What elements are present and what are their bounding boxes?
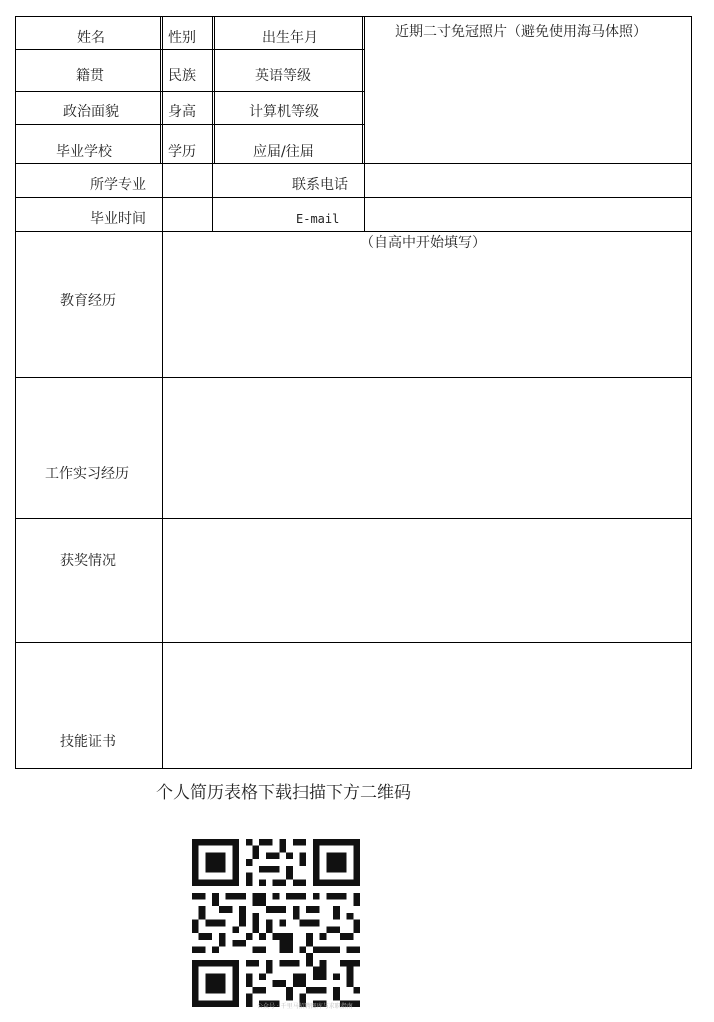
label-computer-level: 计算机等级 — [249, 104, 319, 120]
label-education: 学历 — [168, 144, 196, 160]
label-education-history: 教育经历 — [60, 293, 116, 309]
photo-placeholder-note: 近期二寸免冠照片（避免使用海马体照） — [395, 24, 647, 40]
education-hint: （自高中开始填写） — [360, 235, 486, 251]
table-line — [15, 124, 364, 125]
label-gender: 性别 — [168, 30, 196, 46]
table-line — [15, 49, 364, 50]
table-line — [15, 16, 692, 17]
label-school: 毕业学校 — [56, 144, 112, 160]
table-line — [364, 16, 365, 232]
table-line — [15, 91, 364, 92]
watermark: 公众号 · 千里马招聘图库与求职指南 — [257, 1003, 353, 1010]
label-native-place: 籍贯 — [76, 68, 104, 84]
label-major: 所学专业 — [90, 177, 146, 193]
label-phone: 联系电话 — [292, 177, 348, 193]
table-line — [15, 163, 692, 164]
label-english-level: 英语等级 — [255, 68, 311, 84]
label-birth-date: 出生年月 — [262, 30, 318, 46]
table-line — [160, 16, 161, 164]
table-line — [15, 377, 692, 378]
label-ethnicity: 民族 — [168, 68, 196, 84]
table-line — [362, 16, 363, 164]
label-graduate-type: 应届/往届 — [253, 144, 314, 160]
table-line — [214, 16, 215, 164]
label-political-status: 政治面貌 — [63, 104, 119, 120]
label-work-internship: 工作实习经历 — [45, 466, 129, 482]
table-line — [15, 768, 692, 769]
table-line — [15, 16, 16, 769]
table-line — [15, 518, 692, 519]
label-awards: 获奖情况 — [60, 553, 116, 569]
table-line — [691, 16, 692, 769]
table-line — [162, 16, 163, 769]
table-line — [15, 231, 692, 232]
label-email: E-mail — [296, 212, 340, 226]
label-name: 姓名 — [77, 30, 105, 46]
table-line — [212, 16, 213, 232]
qr-code[interactable] — [192, 838, 360, 1008]
table-line — [15, 642, 692, 643]
label-graduation-time: 毕业时间 — [90, 211, 146, 227]
table-line — [15, 197, 692, 198]
download-caption-text: 个人简历表格下载扫描下方二维码 — [156, 783, 411, 803]
label-skill-certificates: 技能证书 — [60, 734, 116, 750]
label-height: 身高 — [168, 104, 196, 120]
